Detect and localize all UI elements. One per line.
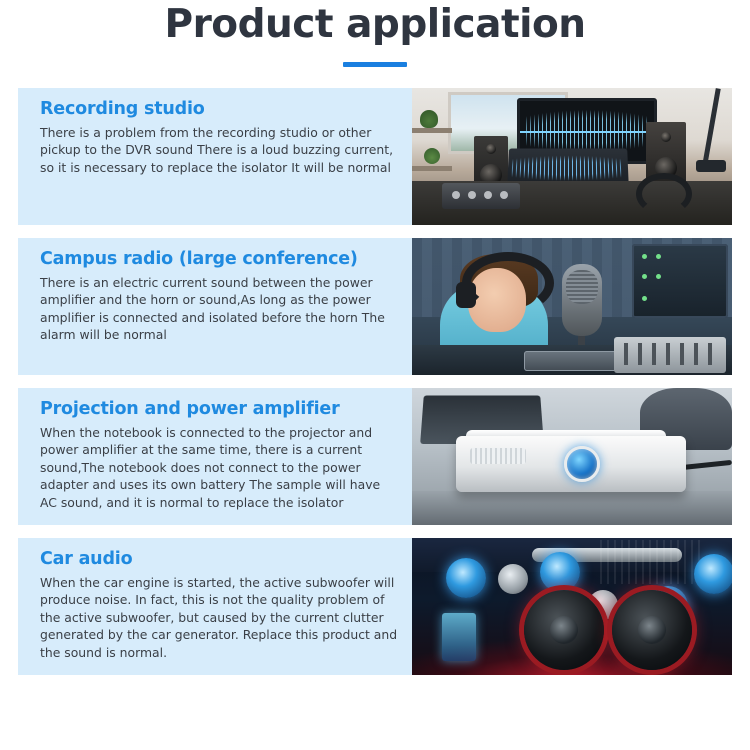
tweeter-shape [661, 132, 671, 142]
knob-icon [452, 191, 460, 199]
card-image-column [412, 238, 732, 375]
card-heading: Recording studio [40, 99, 205, 119]
application-card [18, 388, 732, 525]
card-image-column [412, 538, 732, 675]
card-text-column [18, 388, 412, 525]
table-surface [412, 491, 732, 525]
headphones-icon [462, 252, 554, 314]
application-card [18, 88, 732, 225]
tweeter-speaker [540, 552, 580, 592]
studio-monitor-speaker [474, 136, 508, 186]
tweeter-shape [486, 144, 496, 154]
card-image-column [412, 388, 732, 525]
projector-lens [564, 446, 600, 482]
mixing-console [614, 337, 726, 373]
card-heading: Car audio [40, 549, 133, 569]
card-body: When the notebook is connected to the projector and power amplifier at the same time, there is a current sound,The notebook does not connect to the power adapter and uses its own battery The sample will have AC sound, and it is normal to replace the isolator [40, 425, 381, 510]
plant-shape [420, 110, 438, 128]
projector-vent [470, 448, 526, 464]
card-heading: Projection and power amplifier [40, 399, 340, 419]
equipment-rack [632, 244, 728, 318]
tweeter-speaker [446, 558, 486, 598]
campus-radio-photo [412, 238, 732, 375]
tweeter-speaker [694, 554, 732, 594]
desk-lamp-arm [702, 88, 720, 166]
microphone-grille [566, 270, 598, 304]
control-dial [498, 564, 528, 594]
card-text-column [18, 88, 412, 225]
knob-icon [468, 191, 476, 199]
card-body: There is an electric current sound between the power amplifier and the horn or sound,As long as the power amplifier is connected and isolated before the horn The alarm will be normal [40, 275, 385, 343]
page-title: Product application [164, 2, 586, 47]
shelf-shape [412, 128, 452, 133]
plant-shape [424, 148, 440, 164]
card-body: When the car engine is started, the active subwoofer will produce noise. In fact, this is not the quality problem of the active subwoofer, but caused by the current clutter generated by the car generator. Replace this product and the sound is normal. [40, 575, 398, 660]
fader-icon [708, 343, 712, 365]
fader-icon [652, 343, 656, 365]
car-audio-photo [412, 538, 732, 675]
audio-interface [442, 183, 520, 209]
title-underline [343, 62, 407, 67]
circuit-board [600, 540, 704, 584]
headphones-shape [636, 173, 692, 215]
application-card-list [0, 88, 750, 675]
card-text-column [18, 538, 412, 675]
blue-glass-panel [442, 613, 476, 661]
subwoofer-speaker [612, 590, 692, 670]
recording-studio-photo [412, 88, 732, 225]
led-icon [642, 296, 647, 301]
led-icon [656, 254, 661, 259]
fader-icon [638, 343, 642, 365]
keyboard-shape [524, 351, 620, 371]
shelf-shape [412, 166, 452, 171]
page-header [0, 0, 750, 67]
fader-icon [694, 343, 698, 365]
subwoofer-speaker [524, 590, 604, 670]
card-body: There is a problem from the recording studio or other pickup to the DVR sound There is a loud buzzing current, so it is necessary to replace the isolator It will be normal [40, 125, 394, 175]
knob-icon [500, 191, 508, 199]
projector-photo [412, 388, 732, 525]
headphone-earcup [456, 282, 476, 308]
card-text-column [18, 238, 412, 375]
knob-icon [484, 191, 492, 199]
microphone-icon [562, 264, 602, 336]
led-icon [656, 274, 661, 279]
card-heading: Campus radio (large conference) [40, 249, 358, 269]
fader-icon [666, 343, 670, 365]
desk-lamp-head [696, 160, 726, 172]
fader-icon [624, 343, 628, 365]
led-icon [642, 274, 647, 279]
led-icon [642, 254, 647, 259]
waveform-line [520, 131, 654, 133]
fader-icon [680, 343, 684, 365]
application-card [18, 238, 732, 375]
laptop-screen [511, 152, 624, 184]
card-image-column [412, 88, 732, 225]
application-card [18, 538, 732, 675]
